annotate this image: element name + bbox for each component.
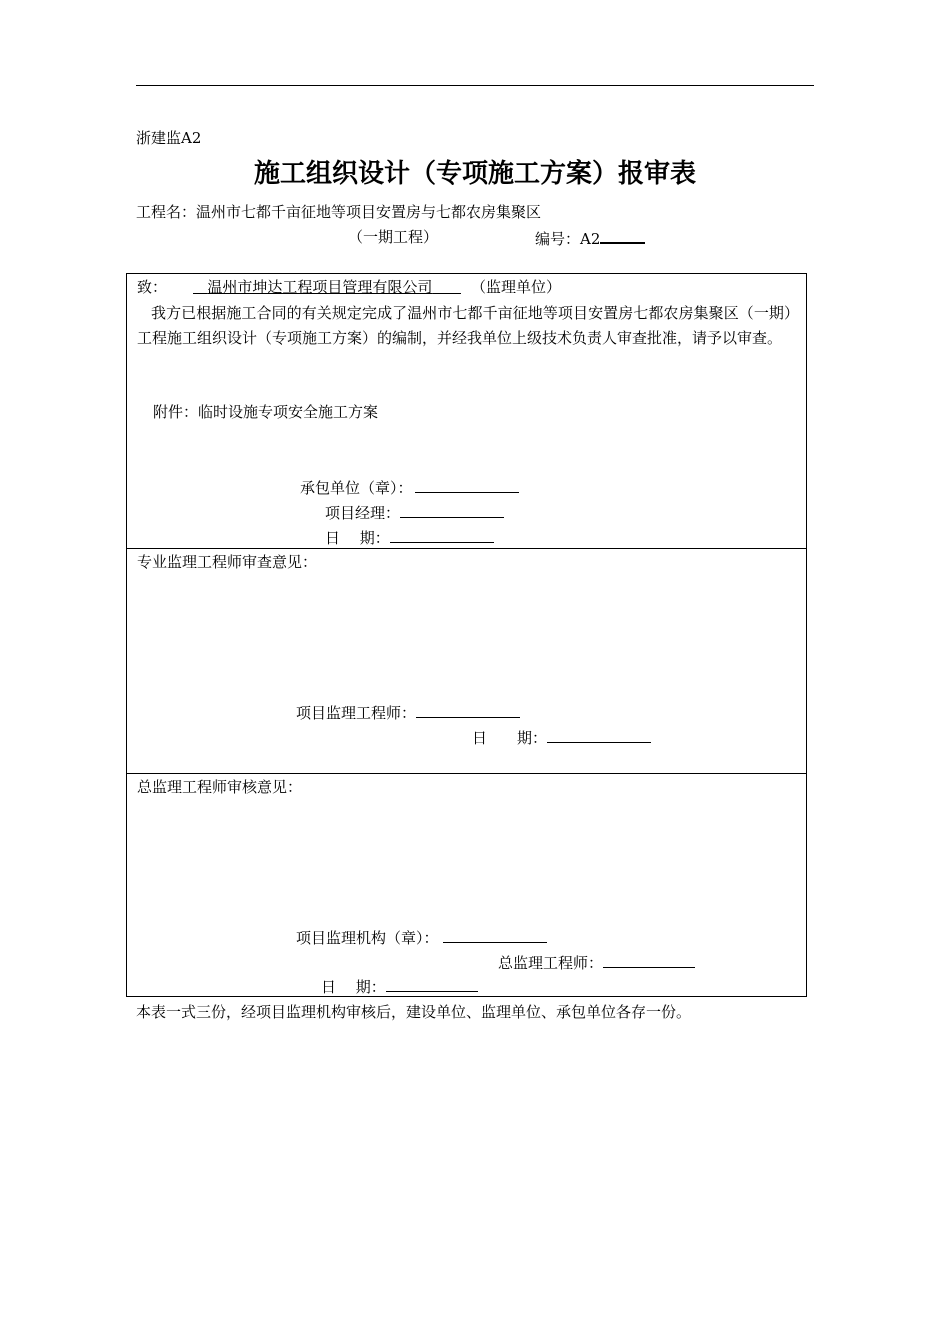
contractor-sign: [300, 477, 519, 498]
project-name-line1: [136, 202, 541, 222]
s3-date-blank[interactable]: [386, 976, 478, 992]
attachment: 附件：临时设施专项安全施工方案: [153, 403, 379, 421]
to-company: 温州市坤达工程项目管理有限公司: [207, 278, 433, 296]
s3-heading: 总监理工程师审核意见：: [137, 778, 303, 796]
engineer-sign: [296, 702, 520, 723]
chief-blank[interactable]: [603, 952, 695, 968]
pm-sign: [325, 502, 504, 523]
page-title: 施工组织设计（专项施工方案）报审表: [253, 159, 696, 189]
engineer-label: 项目监理工程师：: [296, 704, 417, 722]
project-name-line2: （一期工程）: [348, 228, 439, 246]
s1-date-label: 日 期：: [325, 529, 390, 547]
request-body: 我方已根据施工合同的有关规定完成了温州市七都千亩征地等项目安置房七都农房集聚区（一期）工程施工组织设计（专项施工方案）的编制，并经我单位上级技术负责人审查批准，请予以审查。: [137, 304, 799, 347]
chief-sign: [498, 952, 695, 973]
to-label: 致：: [137, 278, 168, 296]
header-rule: [136, 85, 814, 86]
section-divider-1: [127, 548, 806, 549]
to-suffix: （监理单位）: [470, 278, 561, 296]
org-sign: [296, 927, 547, 948]
pm-label: 项目经理：: [325, 504, 401, 522]
contractor-blank[interactable]: [415, 477, 519, 493]
pm-blank[interactable]: [400, 502, 504, 518]
section-divider-2: [127, 773, 806, 774]
form-number-blank[interactable]: [600, 227, 645, 244]
s1-date: [325, 527, 494, 548]
to-line: [137, 277, 561, 297]
form-number: [535, 227, 645, 249]
org-label: 项目监理机构（章）：: [296, 929, 439, 947]
s2-date-blank[interactable]: [547, 727, 651, 743]
chief-label: 总监理工程师：: [498, 954, 604, 972]
contractor-label: 承包单位（章）：: [300, 479, 413, 497]
s1-date-blank[interactable]: [390, 527, 494, 543]
review-form-table: [126, 273, 807, 997]
s3-date-label: 日 期：: [321, 978, 386, 996]
s2-date-label: 日 期：: [472, 729, 548, 747]
project-name: 温州市七都千亩征地等项目安置房与七都农房集聚区: [196, 203, 542, 221]
form-code: 浙建监A2: [136, 129, 202, 147]
form-number-label: 编号：A2: [535, 230, 601, 248]
project-label: 工程名：: [136, 203, 197, 221]
s3-date: [321, 976, 478, 997]
engineer-blank[interactable]: [416, 702, 520, 718]
footer-note: 本表一式三份，经项目监理机构审核后，建设单位、监理单位、承包单位各存一份。: [136, 1003, 692, 1021]
org-blank[interactable]: [443, 927, 547, 943]
s2-heading: 专业监理工程师审查意见：: [137, 553, 318, 571]
s2-date: [472, 727, 651, 748]
